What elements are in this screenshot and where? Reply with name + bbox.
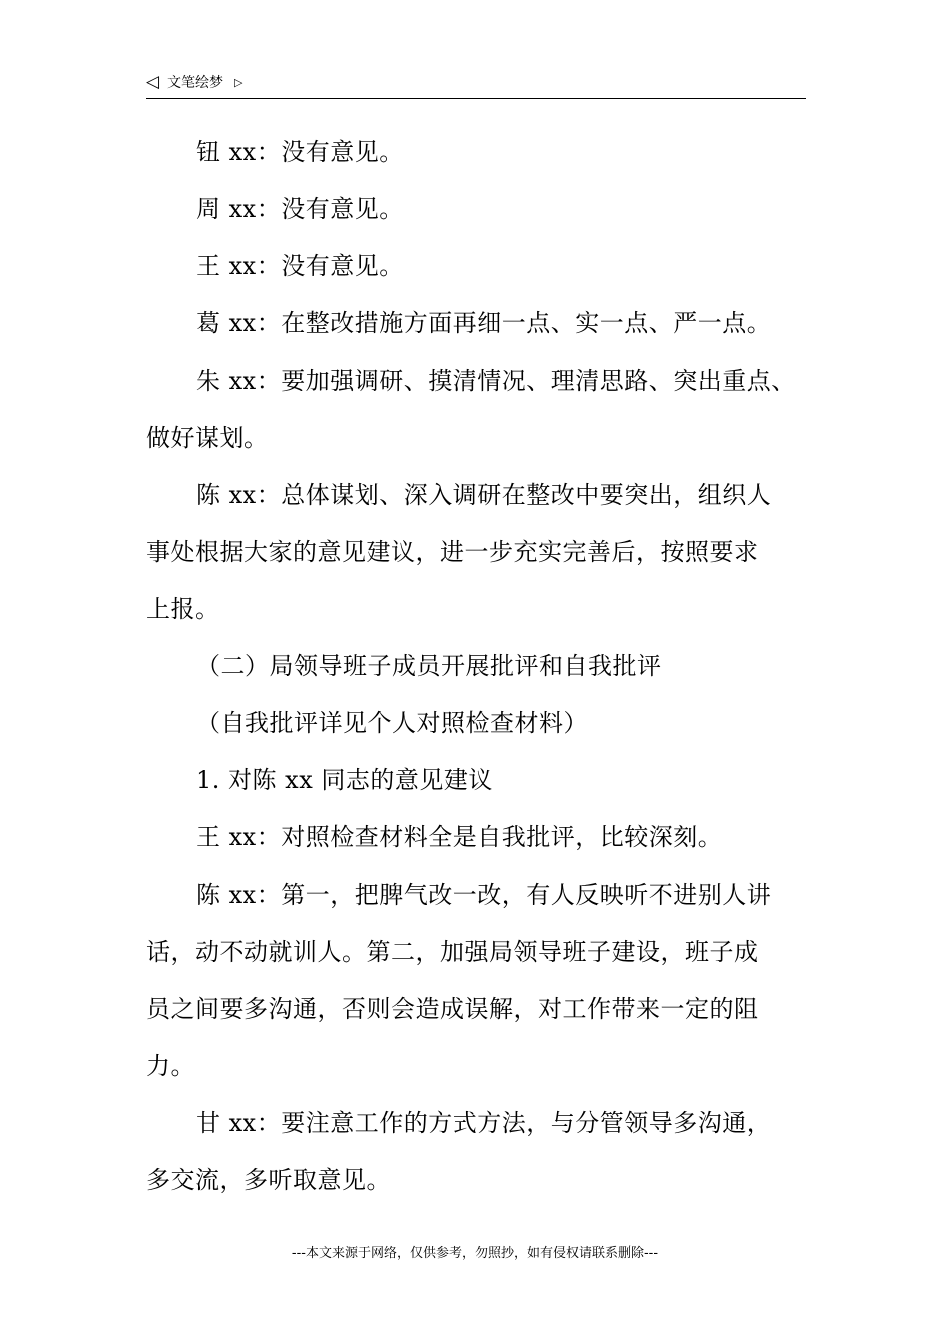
paragraph-line: 朱 xx：要加强调研、摸清情况、理清思路、突出重点、	[196, 367, 796, 395]
paragraph-line: 王 xx：没有意见。	[196, 252, 404, 280]
paragraph-line: 做好谋划。	[146, 424, 269, 452]
header-title: 文笔绘梦	[167, 75, 223, 91]
paragraph-line: 陈 xx：第一，把脾气改一改，有人反映听不进别人讲	[196, 881, 772, 909]
paragraph-line: 事处根据大家的意见建议，进一步充实完善后，按照要求	[146, 538, 759, 566]
paragraph-line: 王 xx：对照检查材料全是自我批评，比较深刻。	[196, 823, 723, 851]
paragraph-line: 陈 xx：总体谋划、深入调研在整改中要突出，组织人	[196, 481, 772, 509]
subsection-heading: 1. 对陈 xx 同志的意见建议	[196, 766, 493, 794]
paragraph-line: （自我批评详见个人对照检查材料）	[196, 709, 588, 737]
paragraph-line: 上报。	[146, 595, 220, 623]
paragraph-line: 员之间要多沟通，否则会造成误解，对工作带来一定的阻	[146, 995, 759, 1023]
paragraph-line: 力。	[146, 1052, 195, 1080]
paragraph-line: 葛 xx：在整改措施方面再细一点、实一点、严一点。	[196, 309, 772, 337]
paragraph-line: 话，动不动就训人。第二，加强局领导班子建设，班子成	[146, 938, 759, 966]
left-triangle-icon: ◁	[146, 72, 160, 92]
page-header	[146, 72, 806, 99]
paragraph-line: 多交流，多听取意见。	[146, 1166, 391, 1194]
paragraph-line: 周 xx：没有意见。	[196, 195, 404, 223]
section-heading: （二）局领导班子成员开展批评和自我批评	[196, 652, 662, 680]
paragraph-line: 钮 xx：没有意见。	[196, 138, 404, 166]
page-footer: ---本文来源于网络，仅供参考，勿照抄，如有侵权请联系删除---	[291, 1246, 659, 1261]
paragraph-line: 甘 xx：要注意工作的方式方法，与分管领导多沟通，	[196, 1109, 772, 1137]
right-triangle-icon: ▷	[234, 76, 243, 89]
